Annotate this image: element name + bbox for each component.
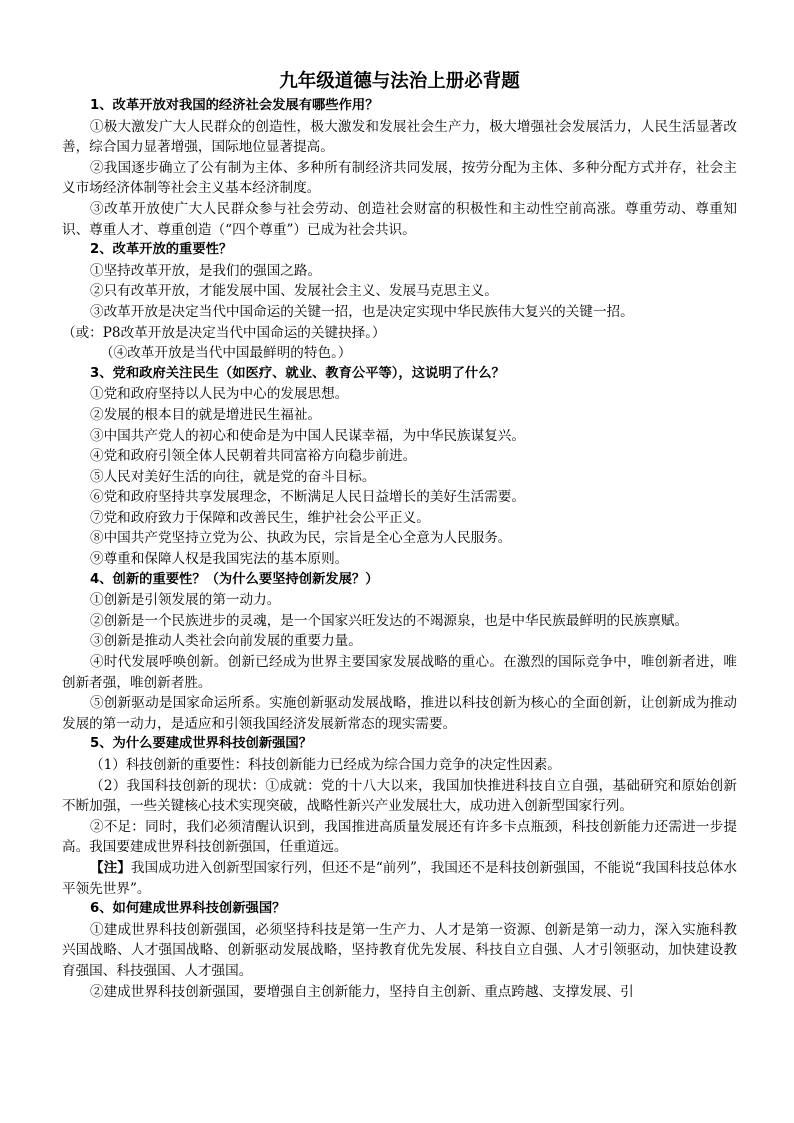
section-1 (62, 96, 737, 240)
answer-paragraph: ⑧中国共产党坚持立党为公、执政为民，宗旨是全心全意为人民服务。 (90, 530, 512, 547)
answer-paragraph: ②发展的根本目的就是增进民生福祉。 (90, 406, 322, 423)
answer-paragraph: （或：P8改革开放是决定当代中国命运的关键抉择。） (62, 324, 386, 341)
question-heading: 2、改革开放的重要性？ (90, 242, 233, 258)
document-title: 九年级道德与法治上册必背题 (279, 71, 520, 92)
answer-paragraph: ③创新是推动人类社会向前发展的重要力量。 (90, 633, 362, 650)
answer-paragraph: ③改革开放使广大人民群众参与社会劳动、创造社会财富的积极性和主动性空前高涨。尊重劳动、尊重知识、尊重人才、尊重创造（“四个尊重”）已成为社会共识。 (62, 200, 737, 238)
answer-paragraph: ①坚持改革开放，是我们的强国之路。 (90, 262, 322, 279)
answer-paragraph: ⑤创新驱动是国家命运所系。实施创新驱动发展战略，推进以科技创新为核心的全面创新，让创新成为推动发展的第一动力，是适应和引领我国经济发展新常态的现实需要。 (62, 695, 737, 732)
question-heading: 5、为什么要建成世界科技创新强国？ (90, 736, 313, 752)
answer-paragraph: （④改革开放是当代中国最鲜明的特色。） (100, 345, 352, 362)
answer-paragraph: ⑨尊重和保障人权是我国宪法的基本原则。 (90, 551, 349, 568)
answer-paragraph: ②只有改革开放，才能发展中国、发展社会主义、发展马克思主义。 (90, 283, 498, 300)
answer-paragraph: ①党和政府坚持以人民为中心的发展思想。 (90, 386, 349, 403)
answer-paragraph: ⑤人民对美好生活的向往，就是党的奋斗目标。 (90, 468, 376, 485)
answer-paragraph: ④党和政府引领全体人民朝着共同富裕方向稳步前进。 (90, 448, 417, 465)
answer-paragraph: ②不足：同时，我们必须清醒认识到，我国推进高质量发展还有许多卡点瓶颈，科技创新能力还需进一步提高。我国要建成世界科技创新强国，任重道远。 (62, 818, 737, 856)
answer-paragraph: ①极大激发广大人民群众的创造性，极大激发和发展社会生产力，极大增强社会发展活力，人民生活显著改善，综合国力显著增强，国际地位显著提高。 (62, 118, 737, 156)
answer-paragraph: ②我国逐步确立了公有制为主体、多种所有制经济共同发展，按劳分配为主体、多种分配方式并存，社会主义市场经济体制等社会主义基本经济制度。 (62, 159, 737, 197)
answer-paragraph: ③改革开放是决定当代中国命运的关键一招，也是决定实现中华民族伟大复兴的关键一招。 (90, 303, 634, 320)
section-6 (62, 899, 737, 1002)
section-4 (62, 570, 737, 735)
answer-paragraph: ②创新是一个民族进步的灵魂，是一个国家兴旺发达的不竭源泉，也是中华民族最鲜明的民族禀赋。 (90, 612, 689, 629)
question-heading: 3、党和政府关注民生（如医疗、就业、教育公平等），这说明了什么？ (90, 365, 505, 381)
note-paragraph (62, 858, 737, 899)
answer-paragraph: ①创新是引领发展的第一动力。 (90, 592, 281, 609)
section-3 (62, 364, 737, 570)
note-text: 我国成功进入创新型国家行列，但还不是“前列”，我国还不是科技创新强国，不能说“我国科技总体水平领先世界”。 (62, 859, 737, 897)
answer-paragraph: ②建成世界科技创新强国，要增强自主创新能力，坚持自主创新、重点跨越、支撑发展、引 (90, 983, 634, 1000)
section-5 (62, 734, 737, 899)
section-2 (62, 240, 737, 364)
answer-paragraph: ④时代发展呼唤创新。创新已经成为世界主要国家发展战略的重心。在激烈的国际竞争中，唯创新者进，唯创新者强，唯创新者胜。 (62, 654, 737, 691)
answer-paragraph: （2）我国科技创新的现状：①成就：党的十八大以来，我国加快推进科技自立自强，基础研究和原始创新不断加强，一些关键核心技术实现突破，战略性新兴产业发展壮大，成功进入创新型国家行列。 (62, 777, 737, 815)
answer-paragraph: ③中国共产党人的初心和使命是为中国人民谋幸福，为中华民族谋复兴。 (90, 427, 525, 444)
question-heading: 1、改革开放对我国的经济社会发展有哪些作用？ (90, 98, 379, 113)
answer-paragraph: ⑥党和政府坚持共享发展理念，不断满足人民日益增长的美好生活需要。 (90, 489, 525, 506)
question-heading: 6、如何建成世界科技创新强国？ (90, 901, 286, 917)
question-heading: 4、创新的重要性？（为什么要坚持创新发展？） (90, 571, 379, 587)
answer-paragraph: ⑦党和政府致力于保障和改善民生，维护社会公平正义。 (90, 509, 430, 526)
document-page (62, 68, 737, 1002)
answer-paragraph: ①建成世界科技创新强国，必须坚持科技是第一生产力、人才是第一资源、创新是第一动力，深入实施科教兴国战略、人才强国战略、创新驱动发展战略，坚持教育优先发展、科技自立自强、人才引领驱动，加快建设教育强国、科技强国、人才强国。 (62, 921, 737, 979)
note-label: 【注】 (90, 859, 131, 876)
answer-paragraph: （1）科技创新的重要性：科技创新能力已经成为综合国力竞争的决定性因素。 (90, 757, 561, 773)
